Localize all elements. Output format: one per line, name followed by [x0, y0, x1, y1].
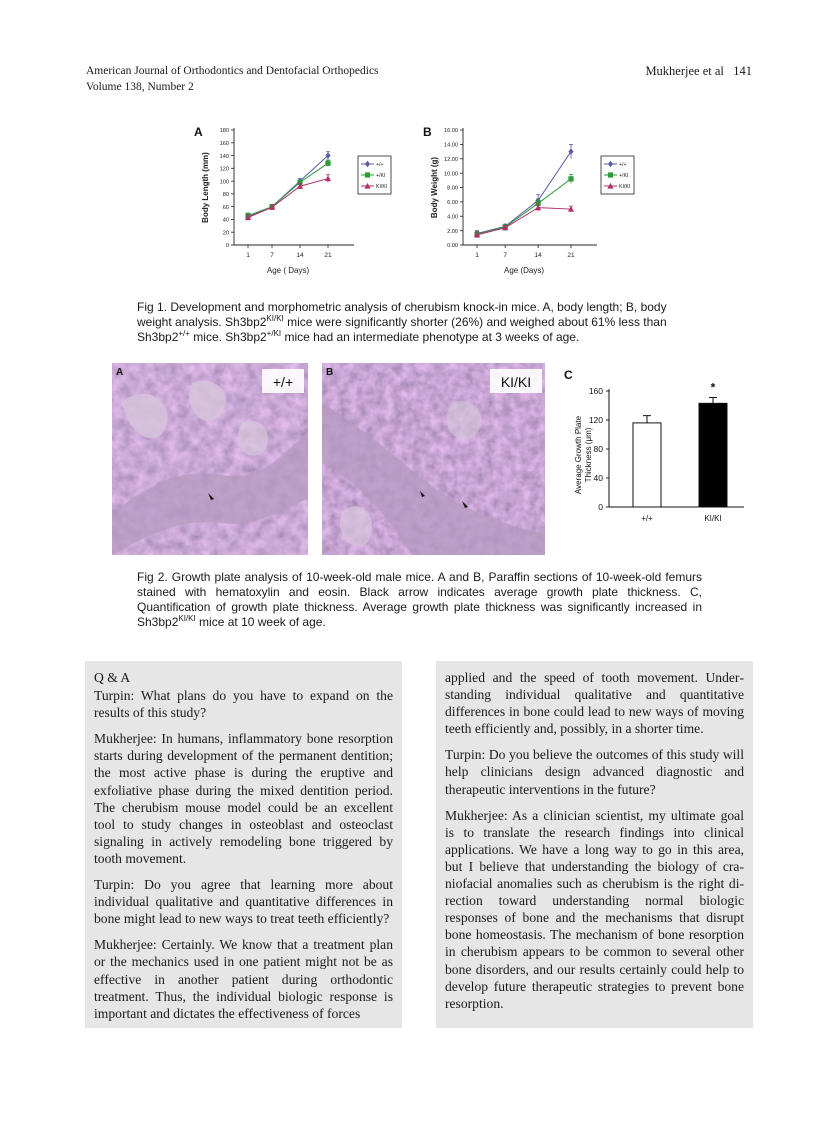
y-tick-label: 0.00	[447, 243, 458, 250]
micrograph-b-genotype: KI/KI	[500, 374, 532, 390]
legend-label: KI/KI	[619, 184, 631, 190]
y-tick-label: 80	[222, 192, 229, 199]
x-axis-title: Age (Days)	[503, 266, 545, 275]
fig1-panel-b-label: B	[423, 125, 432, 139]
micrograph-b-label: B	[326, 367, 334, 378]
legend-label: +/+	[619, 162, 627, 168]
qa-column-right	[436, 661, 753, 1028]
y-axis-title-line2: Thickness (μm)	[584, 427, 593, 483]
qa-paragraph: applied and the speed of tooth movement. Understanding individual qualitative and quantitative differences in bone could lead to new ways of moving teeth efficiently and, possibly, in a shorter time.	[445, 670, 744, 737]
y-axis-title-line1: Average Growth Plate	[574, 415, 583, 495]
x-axis-title: Age ( Days)	[266, 266, 310, 275]
y-tick-label: 16.00	[444, 128, 458, 135]
legend-label: +/KI	[619, 173, 629, 179]
y-tick-label: 10.00	[444, 171, 458, 178]
legend-label: +/KI	[376, 173, 386, 179]
legend-marker	[608, 172, 613, 177]
y-tick-label: 12.00	[444, 156, 458, 163]
figure-2	[112, 363, 752, 555]
y-tick-label: 0	[225, 243, 229, 250]
qa-paragraph: Turpin: What plans do you have to expand on the results of this study?	[94, 688, 393, 721]
x-tick-label: +/+	[641, 514, 653, 523]
y-tick-label: 120	[219, 166, 229, 173]
series-line	[477, 179, 571, 234]
qa-paragraph: Mukherjee: In humans, inflammatory bone resorption starts during development of the permanent dentition; the most active phase is during the eruptive and exfoliative phase during the mixed dentition period. The cherubism mouse model could be an excellent tool to study changes in osteoblast and osteoclast signaling in actively remodeling bone triggered by tooth movement.	[94, 731, 393, 866]
journal-name: American Journal of Orthodontics and Dentofacial Orthopedics	[86, 65, 379, 77]
x-tick-label: KI/KI	[704, 514, 722, 523]
y-tick-label: 160	[588, 386, 603, 396]
chart-body-weight	[430, 128, 634, 275]
x-tick-label: 21	[567, 252, 575, 259]
bar	[633, 423, 661, 507]
journal-volume: Volume 138, Number 2	[86, 81, 194, 93]
page-number: 141	[733, 64, 752, 78]
micrograph-a-genotype: +/+	[272, 374, 294, 390]
x-tick-label: 1	[246, 252, 250, 259]
micrograph-a-label: A	[116, 367, 124, 378]
significance-marker: *	[710, 380, 716, 395]
x-tick-label: 14	[296, 252, 304, 259]
y-tick-label: 100	[219, 179, 229, 186]
y-tick-label: 40	[593, 473, 603, 483]
data-point	[568, 176, 573, 181]
y-tick-label: 60	[222, 204, 229, 211]
y-tick-label: 14.00	[444, 142, 458, 149]
y-tick-label: 120	[588, 415, 603, 425]
author-line: Mukherjee et al	[645, 64, 724, 78]
figure-1	[186, 122, 656, 290]
figure-1-caption: Fig 1. Development and morphometric analysis of cherubism knock-in mice. A, body length; B, body weight analysis. $Sh3bp2^{KI/KI}$ mice were significantly shorter (26%) and weighed about 61% less than Sh3bp2+/+ mice. $Sh3bp2^{+/KI}$ mice had an intermediate phenotype at 3 weeks of age.	[137, 300, 667, 344]
y-tick-label: 0	[598, 502, 603, 512]
y-tick-label: 40	[222, 217, 229, 224]
running-header-right	[645, 63, 752, 79]
y-tick-label: 6.00	[447, 200, 458, 207]
chart-growth-plate	[574, 381, 744, 523]
y-tick-label: 4.00	[447, 214, 458, 221]
y-tick-label: 8.00	[447, 185, 458, 192]
series-line	[248, 163, 328, 215]
x-tick-label: 7	[270, 252, 274, 259]
micrograph-knockin	[322, 363, 545, 555]
chart-body-length	[201, 128, 391, 275]
x-tick-label: 1	[475, 252, 479, 259]
y-axis-title: Body Weight (g)	[430, 156, 439, 219]
y-tick-label: 20	[222, 230, 229, 237]
data-point	[325, 175, 331, 181]
series-line	[248, 156, 328, 217]
x-tick-label: 21	[324, 252, 332, 259]
y-tick-label: 80	[593, 444, 603, 454]
running-header-left	[86, 63, 486, 95]
y-axis-title: Body Length (mm)	[201, 152, 210, 223]
legend-label: +/+	[376, 162, 384, 168]
x-tick-label: 14	[534, 252, 542, 259]
data-point	[325, 161, 330, 166]
y-tick-label: 140	[219, 153, 229, 160]
qa-paragraph: Turpin: Do you believe the outcomes of this study will help clinicians design advanced diagnostic and therapeutic interventions in the future?	[445, 747, 744, 797]
fig1-panel-a-label: A	[194, 125, 203, 139]
figure-2-caption: Fig 2. Growth plate analysis of 10-week-old male mice. A and B, Paraffin sections of 10-week-old femurs stained with hematoxylin and eosin. Black arrow indicates average growth plate thickness. C, Quantification of growth plate thickness. Average growth plate thickness was significantly increased in $Sh3bp2^{KI/KI}$ mice at 10 week of age.	[137, 570, 702, 629]
qa-column-left	[85, 661, 402, 1028]
micrograph-wildtype	[112, 363, 308, 555]
qa-paragraph: Turpin: Do you agree that learning more about individual qualitative and quantitative differences in bone might lead to new ways to treat teeth efficiently?	[94, 877, 393, 927]
y-tick-label: 160	[219, 140, 229, 147]
qa-paragraph: Mukherjee: Certainly. We know that a treatment plan or the mechanics used in one patient might not be as effective in another patient during orthodontic treatment. Thus, the individual biologic response is important and dictates the effectiveness of forces	[94, 937, 393, 1021]
qa-paragraph: Mukherjee: As a clinician scientist, my ultimate goal is to translate the research findings into clinical applications. We have a long way to go in this area, but I believe that understanding the biology of craniofacial anomalies such as cherubism is the right direction toward understanding normal biologic responses of bone and the mechanisms that disrupt bone homeostasis. The mechanism of bone resorption in cherubism appears to be common to several other bone disorders, and our results certainly could help to develop future therapeutic strategies to prevent bone resorption.	[445, 807, 744, 1011]
fig2-panel-c-label: C	[564, 368, 573, 382]
y-tick-label: 2.00	[447, 228, 458, 235]
legend-marker	[365, 172, 370, 177]
series-line	[477, 152, 571, 234]
legend-label: KI/KI	[376, 184, 388, 190]
bar	[699, 403, 727, 507]
y-tick-label: 180	[219, 128, 229, 135]
qa-heading: Q & A	[94, 670, 131, 685]
x-tick-label: 7	[503, 252, 508, 259]
